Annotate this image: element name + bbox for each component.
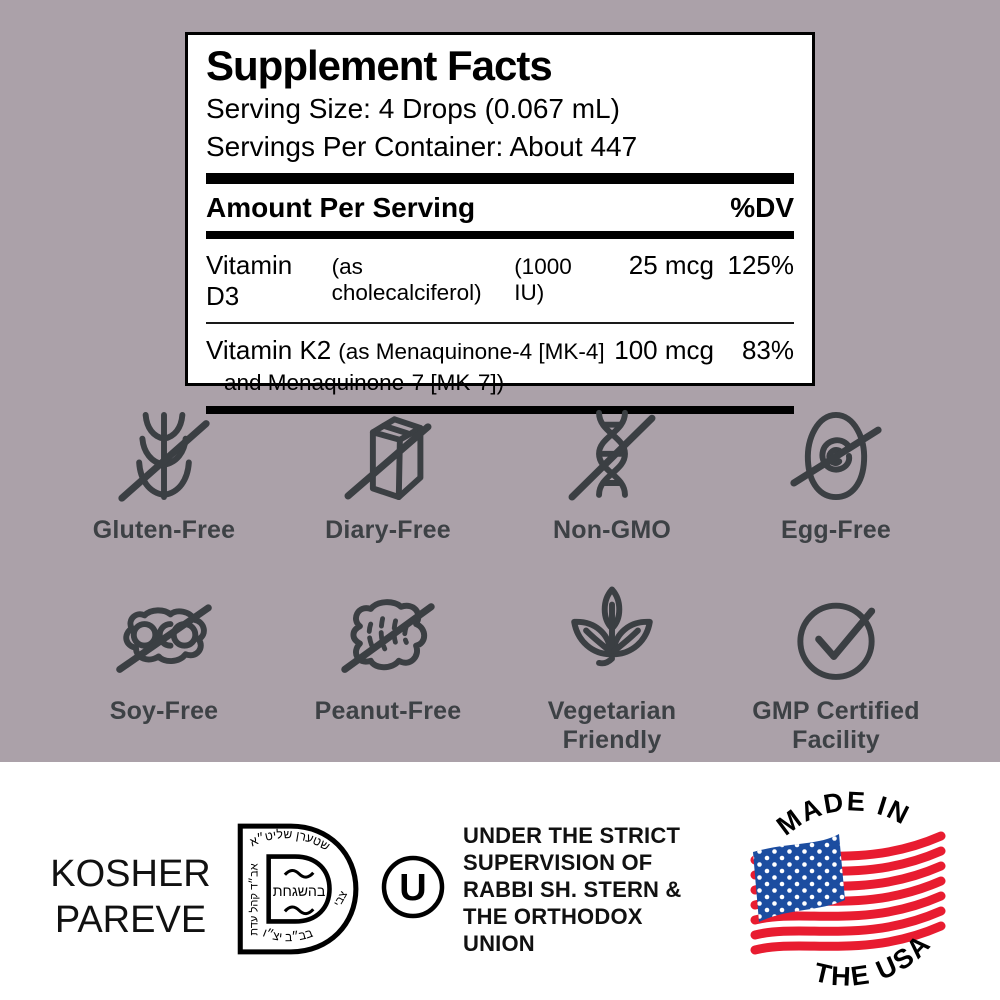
badge-diary-free <box>276 402 500 545</box>
badge-gluten-free <box>52 402 276 545</box>
ou-letter: U <box>399 867 427 909</box>
nutrient-row-vitamin-k2 <box>206 324 794 406</box>
milk-carton-slash-icon <box>334 402 442 510</box>
svg-text:MADE IN <box>771 786 915 841</box>
orthodox-union-ou-symbol <box>380 854 446 920</box>
the-usa-text: THE USA <box>811 927 937 992</box>
kosher-line: KOSHER <box>50 853 211 895</box>
soybean-slash-icon <box>110 583 218 691</box>
made-in-usa-flag-emblem <box>733 776 963 1000</box>
pareve-line: PAREVE <box>54 898 207 941</box>
nutrient-detail-line2: and Menaquinone-7 [MK-7]) <box>224 370 505 396</box>
badge-egg-free <box>724 402 948 545</box>
badge-peanut-free <box>276 583 500 755</box>
badge-label: Gluten-Free <box>92 516 236 544</box>
hebrew-right-side-text: צבי <box>331 889 351 909</box>
badge-label: Peanut-Free <box>314 696 462 725</box>
nutrient-detail: (as cholecalciferol) <box>331 254 482 306</box>
serving-size: Serving Size: 4 Drops (0.067 mL) <box>206 93 620 125</box>
badge-vegetarian-friendly <box>500 583 724 755</box>
hebrew-left-column-text: אב״ד קהל עדת <box>248 863 261 936</box>
egg-slash-icon <box>782 402 890 510</box>
made-in-text: MADE IN <box>771 786 916 842</box>
nutrient-name: Vitamin D3 <box>206 250 293 312</box>
nutrient-amount: 25 mcg <box>628 250 714 281</box>
nutrient-dv: 125% <box>727 250 794 281</box>
badge-label: Vegetarian Friendly <box>547 696 677 754</box>
facts-header <box>206 184 794 231</box>
dv-label: %DV <box>730 192 794 224</box>
amount-per-serving-label: Amount Per Serving <box>206 192 476 224</box>
flag-canton <box>753 834 845 922</box>
servings-per-container: Servings Per Container: About 447 <box>206 131 638 163</box>
supervision-line: UNION <box>463 931 535 957</box>
nutrient-detail: (as Menaquinone-4 [MK-4] <box>338 339 605 365</box>
badge-label: Soy-Free <box>109 696 219 725</box>
nutrient-row-vitamin-d3 <box>206 239 794 324</box>
badge-label: Diary-Free <box>325 516 451 544</box>
badge-non-gmo <box>500 402 724 545</box>
nutrient-dv: 83% <box>741 335 794 366</box>
peanut-slash-icon <box>334 583 442 691</box>
supplement-facts-panel <box>185 32 815 396</box>
sprout-icon <box>558 583 666 691</box>
badge-soy-free <box>52 583 276 755</box>
badge-label: Egg-Free <box>781 516 891 544</box>
hebrew-arc-top-text: שטערן שליט״א <box>247 827 333 854</box>
kosher-pareve-text <box>38 852 223 943</box>
hebrew-arc-bottom-text: בב״ב יצ״ו <box>260 925 315 945</box>
badge-label: Non-GMO <box>552 516 672 544</box>
nutrient-amount: 100 mcg <box>614 335 714 366</box>
svg-text:THE USA <box>811 928 937 992</box>
supervision-statement <box>463 822 703 957</box>
supervision-line: SUPERVISION OF <box>463 850 653 876</box>
hebrew-center-text: בהשגחת <box>272 884 326 901</box>
nutrient-iu: (1000 IU) <box>514 254 572 306</box>
supervision-line: THE ORTHODOX <box>463 904 643 930</box>
divider-thick <box>206 173 794 184</box>
dna-slash-icon <box>558 402 666 510</box>
badge-label: GMP Certified Facility <box>752 696 920 754</box>
nutrient-name: Vitamin K2 <box>206 335 332 366</box>
supervision-line: UNDER THE STRICT <box>463 823 681 848</box>
bottom-section <box>0 762 1000 1000</box>
supervision-line: RABBI SH. STERN & <box>463 877 682 903</box>
wheat-slash-icon <box>110 402 218 510</box>
badge-gmp-certified <box>724 583 948 755</box>
badge-grid <box>52 402 948 754</box>
kosher-d-certification-seal <box>222 818 364 960</box>
check-circle-icon <box>782 583 890 691</box>
divider-medium <box>206 231 794 239</box>
facts-title: Supplement Facts <box>206 42 552 89</box>
